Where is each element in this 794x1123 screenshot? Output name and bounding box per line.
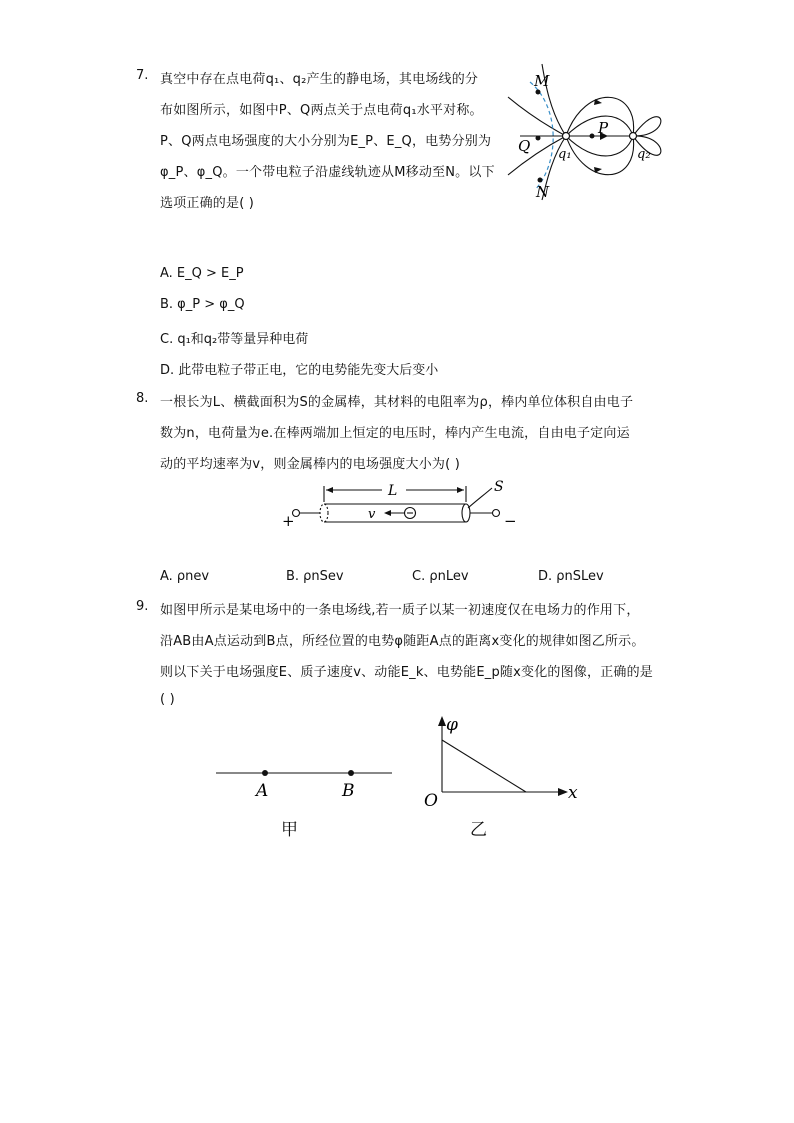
q8-option-b: B. ρnSev — [286, 569, 344, 584]
q7-label-q1: q₁ — [558, 147, 572, 162]
q7-text-line-4: φ_P、φ_Q。一个带电粒子沿虚线轨迹从M移动至N。以下 — [160, 165, 495, 180]
q9-label-o: O — [424, 791, 438, 811]
q7-option-c: C. q₁和q₂带等量异种电荷 — [160, 332, 309, 347]
q8-option-d: D. ρnSLev — [538, 569, 604, 584]
q8-rod-figure — [280, 476, 520, 532]
q7-text-line-5: 选项正确的是( ) — [160, 196, 255, 211]
q9-text-line-2: 沿AB由A点运动到B点，所经位置的电势φ随距A点的距离x变化的规律如图乙所示。 — [160, 634, 645, 649]
q7-label-q: Q — [518, 137, 531, 155]
q9-label-x: x — [568, 783, 578, 803]
q8-label-minus: − — [504, 512, 517, 530]
q9-label-phi: φ — [446, 715, 458, 735]
q7-field-line-figure — [500, 62, 680, 202]
q7-option-a: A. E_Q > E_P — [160, 266, 244, 281]
q8-label-v: v — [368, 507, 376, 522]
q9-figure-jia — [210, 750, 400, 850]
q8-label-plus: + — [282, 512, 295, 530]
q7-option-b: B. φ_P > φ_Q — [160, 297, 245, 312]
q9-text-line-3: 则以下关于电场强度E、质子速度v、动能E_k、电势能E_p随x变化的图像，正确的是 — [160, 665, 654, 680]
q8-option-a: A. ρnev — [160, 569, 210, 584]
q9-text-line-1: 如图甲所示是某电场中的一条电场线,若一质子以某一初速度仅在电场力的作用下， — [160, 603, 640, 618]
q8-number: 8. — [136, 391, 149, 406]
q7-text-line-2: 布如图所示，如图中P、Q两点关于点电荷q₁水平对称。 — [160, 103, 483, 118]
q8-option-c: C. ρnLev — [412, 569, 469, 584]
q8-text-line-3: 动的平均速率为v，则金属棒内的电场强度大小为( ) — [160, 457, 460, 472]
q7-text-line-1: 真空中存在点电荷q₁、q₂产生的静电场，其电场线的分 — [160, 72, 479, 87]
q9-number: 9. — [136, 599, 149, 614]
q9-text-line-4: ( ) — [160, 692, 175, 707]
q9-caption-yi: 乙 — [470, 820, 487, 840]
q9-label-b: B — [342, 781, 355, 801]
q7-label-p: P — [598, 119, 609, 137]
q7-label-n: N — [536, 183, 550, 201]
q8-text-line-1: 一根长为L、横截面积为S的金属棒，其材料的电阻率为ρ，棒内单位体积自由电子 — [160, 395, 634, 410]
q7-text-line-3: P、Q两点电场强度的大小分别为E_P、E_Q，电势分别为 — [160, 134, 492, 149]
q9-caption-jia: 甲 — [281, 820, 298, 840]
q7-option-d: D. 此带电粒子带正电，它的电势能先变大后变小 — [160, 363, 439, 378]
q7-number: 7. — [136, 68, 149, 83]
q7-label-m: M — [534, 72, 550, 90]
q9-label-a: A — [256, 781, 269, 801]
q8-label-s: S — [494, 479, 504, 495]
q7-label-q2: q₂ — [637, 147, 651, 162]
q8-label-l: L — [388, 483, 398, 499]
q8-text-line-2: 数为n，电荷量为e.在棒两端加上恒定的电压时，棒内产生电流，自由电子定向运 — [160, 426, 630, 441]
q9-figure-yi — [418, 712, 593, 812]
